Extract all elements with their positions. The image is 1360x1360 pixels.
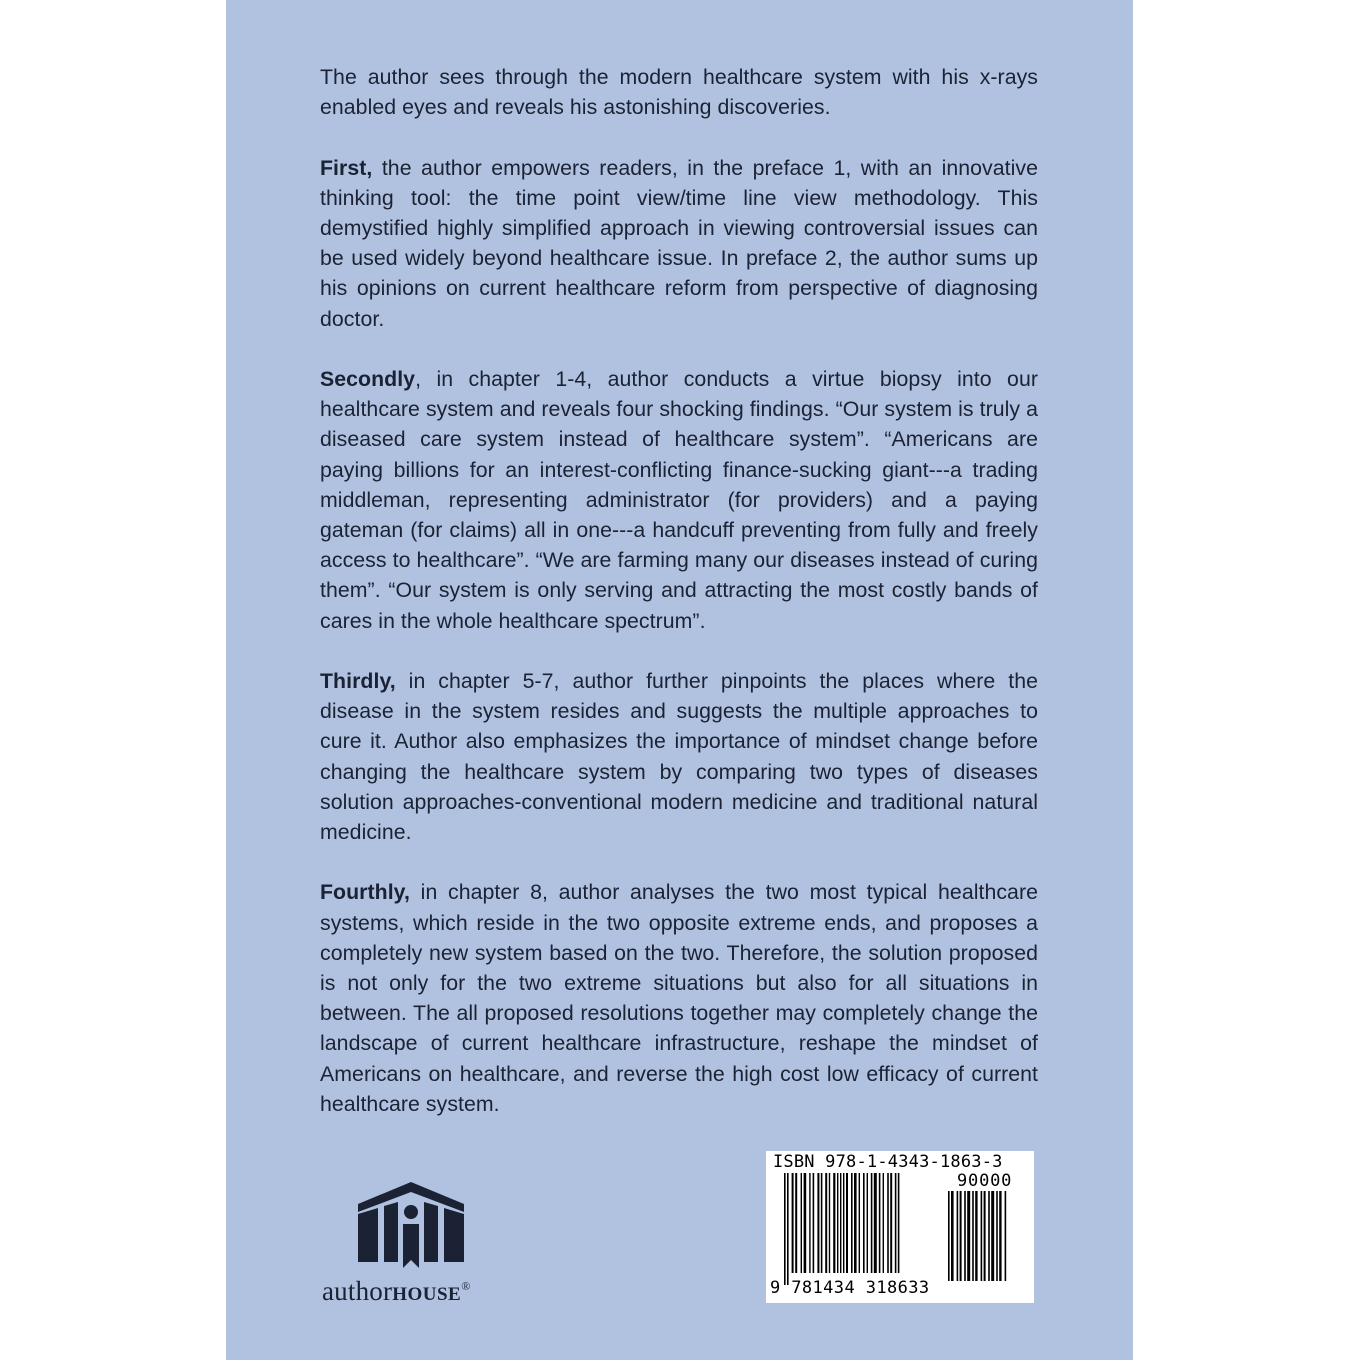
paragraph-lead: Fourthly, <box>320 880 410 905</box>
blurb-paragraph-intro <box>320 62 1038 122</box>
publisher-name-part1: author <box>322 1276 393 1306</box>
price-code: 90000 <box>957 1171 1013 1191</box>
book-house-icon <box>356 1178 466 1270</box>
blurb-paragraph-thirdly <box>320 666 1038 847</box>
blurb-paragraph-fourthly <box>320 877 1038 1119</box>
barcode-bars <box>784 1173 936 1285</box>
barcode-digits: 9 781434 318633 <box>770 1278 930 1298</box>
paragraph-body: the author empowers readers, in the preface 1, with an innovative thinking tool: the time point view/time line view methodology. This demystified highly simplified approach in viewing controversial issues can be used widely beyond healthcare issue. In preface 2, the author sums up his opinions on current healthcare reform from perspective of diagnosing doctor. <box>320 155 1038 331</box>
isbn-label: ISBN 978-1-4343-1863-3 <box>773 1152 1003 1172</box>
publisher-name-part2: HOUSE <box>392 1284 462 1305</box>
paragraph-lead: Secondly <box>320 367 416 391</box>
blurb-text <box>320 62 1038 1149</box>
paragraph-body: in chapter 8, author analyses the two most typical healthcare systems, which reside in the two opposite extreme ends, and proposes a completely new system based on the two. Therefore, the solution proposed is not only for the two extreme situations but also for all situations in between. The all proposed resolutions together may completely change the landscape of current healthcare infrastructure, reshape the mindset of Americans on healthcare, and reverse the high cost low efficacy of current healthcare system. <box>320 880 1038 1116</box>
publisher-name <box>322 1276 471 1307</box>
paragraph-body: , in chapter 1-4, author conducts a virtue biopsy into our healthcare system and reveals four shocking findings. “Our system is truly a diseased care system instead of healthcare system”. “Americans are paying billions for an interest-conflicting finance-sucking giant---a trading middleman, representing administrator (for providers) and a paying gateman (for claims) all in one---a handcuff preventing from fully and freely access to healthcare”. “We are farming many our diseases instead of curing them”. “Our system is only serving and attracting the most costly bands of cares in the whole healthcare spectrum”. <box>320 367 1038 633</box>
blurb-paragraph-first <box>320 153 1038 334</box>
publisher-logo <box>320 1178 520 1313</box>
blurb-paragraph-secondly <box>320 364 1038 636</box>
registered-mark: ® <box>461 1279 471 1293</box>
paragraph-body: The author sees through the modern healthcare system with his x-rays enabled eyes and reveals his astonishing discoveries. <box>320 65 1038 120</box>
paragraph-lead: First, <box>320 155 373 180</box>
paragraph-lead: Thirdly, <box>320 669 396 694</box>
isbn-barcode <box>766 1151 1034 1303</box>
back-cover <box>226 0 1133 1360</box>
paragraph-body: in chapter 5-7, author further pinpoints the places where the disease in the system resides and suggests the multiple approaches to cure it. Author also emphasizes the importance of mindset change before changing the healthcare system by comparing two types of diseases solution approaches-conventional modern medicine and traditional natural medicine. <box>320 669 1038 845</box>
barcode-addon-bars <box>948 1191 1026 1281</box>
